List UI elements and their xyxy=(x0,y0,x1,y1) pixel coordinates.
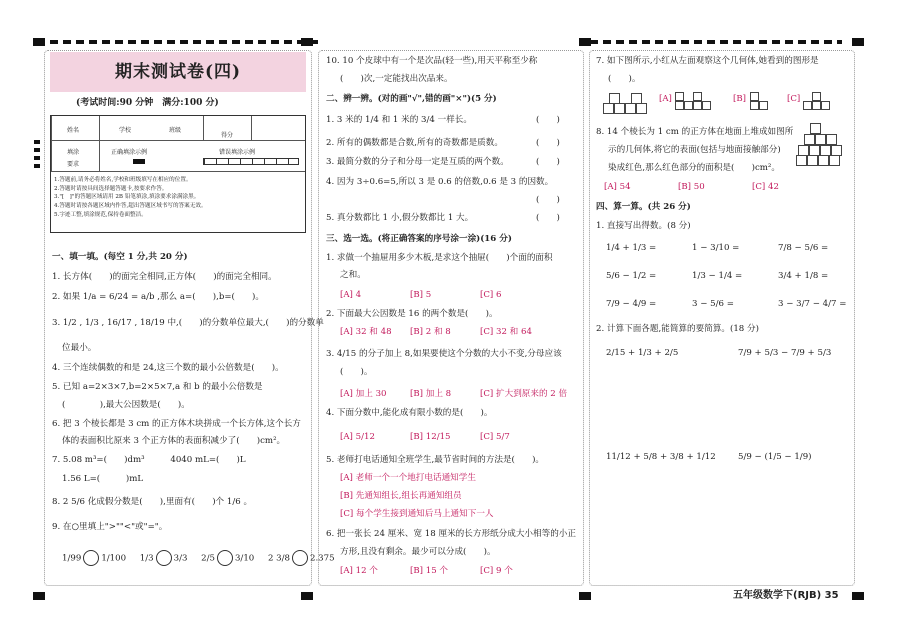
top-dash-bar-right xyxy=(590,40,842,44)
question-line: 3. 1/2 , 1/3 , 16/17 , 18/19 中,( )的分数单位最大,( )的分数单 xyxy=(52,318,324,328)
option-a[interactable]: [A] 54 xyxy=(604,182,631,192)
question-line: ( )次,一定能找出次品来。 xyxy=(340,74,453,84)
compare-circle[interactable] xyxy=(217,550,233,566)
note-line: 1.答题前,请务必将姓名,学校和班级填写在相应的位置。 xyxy=(54,177,192,183)
choice-question: 4. 下面分数中,能化成有限小数的是( )。 xyxy=(326,408,493,418)
question-line: 2. 如果 1/a = 6/24 = a/b ,那么 a=( ),b=( )。 xyxy=(52,292,265,302)
wrong-fill-samples xyxy=(203,158,299,165)
option-a[interactable]: [A] 老师一个一个地打电话通知学生 xyxy=(340,473,476,483)
calc-problem: 2/15 + 1/3 + 2/5 xyxy=(606,348,679,358)
option-b[interactable]: [B] 15 个 xyxy=(410,566,449,576)
view-option-c-figure xyxy=(803,92,833,112)
option-b[interactable]: [B] 5 xyxy=(410,290,432,300)
corner-mark xyxy=(33,592,45,600)
school-label: 学校 xyxy=(119,127,132,134)
question-line: ( ),最大公因数是( )。 xyxy=(62,400,190,410)
part3-heading: 三、选一选。(将正确答案的序号涂一涂)(16 分) xyxy=(326,234,512,244)
correct-fill-sample xyxy=(133,159,145,164)
solid-figure-q8 xyxy=(796,123,848,167)
corner-mark xyxy=(301,592,313,600)
question-line: 6. 把 3 个棱长都是 3 cm 的正方体木块拼成一个长方体,这个长方 xyxy=(52,419,301,429)
question-line: 10. 10 个皮球中有一个是次品(轻一些),用天平称至少称 xyxy=(326,56,538,66)
page-footer xyxy=(733,586,839,601)
judge-line: 5. 真分数都比 1 小,假分数都比 1 大。 xyxy=(326,213,474,223)
view-option-a-figure xyxy=(675,92,715,112)
question-line: 1. 长方体( )的面完全相同,正方体( )的面完全相同。 xyxy=(52,272,277,282)
judge-blank[interactable]: ( ) xyxy=(536,195,560,205)
question-line: 5. 已知 a=2×3×7,b=2×5×7,a 和 b 的最小公倍数是 xyxy=(52,382,263,392)
option-a[interactable]: [A] 5/12 xyxy=(340,432,375,442)
direct-calc: 3 − 3/7 − 4/7 = xyxy=(778,299,847,309)
question-line: 7. 5.08 m³=( )dm³ 4040 mL=( )L xyxy=(52,455,246,465)
compare-circle[interactable] xyxy=(156,550,172,566)
judge-line: 1. 3 米的 1/4 和 1 米的 3/4 一样长。 xyxy=(326,115,472,125)
direct-calc: 3/4 + 1/8 = xyxy=(778,271,829,281)
page-number: 35 xyxy=(824,590,839,601)
solid-figure-q7 xyxy=(603,91,653,117)
corner-mark xyxy=(852,38,864,46)
judge-line: 4. 因为 3÷0.6=5,所以 3 是 0.6 的倍数,0.6 是 3 的因数。 xyxy=(326,177,554,187)
option-c[interactable]: [C] 6 xyxy=(480,290,502,300)
compare-item: 3/10 xyxy=(234,553,255,564)
name-label: 姓名 xyxy=(67,127,80,134)
side-mark xyxy=(34,148,40,152)
direct-calc: 7/8 − 5/6 = xyxy=(778,243,829,253)
question-line: 体的表面积比原来 3 个正方体的表面积减少了( )cm²。 xyxy=(62,436,286,446)
part4-heading: 四、算一算。(共 26 分) xyxy=(596,202,691,212)
note-line: 5.字迹工整,填涂规范,保持卷面整洁。 xyxy=(54,211,147,218)
exam-meta: (考试时间:90 分钟 满分:100 分) xyxy=(76,98,219,108)
option-c[interactable]: [C] 扩大到原来的 2 倍 xyxy=(480,389,568,399)
direct-calc: 5/6 − 1/2 = xyxy=(606,271,657,281)
part1-heading: 一、填一填。(每空 1 分,共 20 分) xyxy=(52,252,188,262)
choice-question: 6. 把一张长 24 厘米、宽 18 厘米的长方形纸分成大小相等的小正 xyxy=(326,529,576,539)
question-line: 位最小。 xyxy=(62,343,97,353)
choice-question: 染成红色,那么红色部分的面积是( )cm²。 xyxy=(608,163,780,173)
corner-mark xyxy=(852,592,864,600)
option-c[interactable]: [C] 每个学生接到通知后马上通知下一人 xyxy=(340,509,494,519)
choice-question: 1. 求做一个抽屉用多少木板,是求这个抽屉( )个面的面积 xyxy=(326,253,553,263)
direct-calc: 3 − 5/6 = xyxy=(692,299,734,309)
option-a[interactable]: [A] 12 个 xyxy=(340,566,378,576)
part2-heading: 二、辨一辨。(对的画"√",错的画"×")(5 分) xyxy=(326,94,497,104)
choice-question: 2. 下面最大公因数是 16 的两个数是( )。 xyxy=(326,309,498,319)
compare-item: 2.375 xyxy=(309,553,335,564)
question-line: 4. 三个连续偶数的和是 24,这三个数的最小公倍数是( )。 xyxy=(52,363,284,373)
question-line: 9. 在○里填上">""<"或"="。 xyxy=(52,522,168,532)
corner-mark xyxy=(33,38,45,46)
judge-blank[interactable]: ( ) xyxy=(536,138,560,148)
instructions xyxy=(54,176,302,219)
corner-mark xyxy=(579,592,591,600)
option-b[interactable]: [B] 12/15 xyxy=(410,432,451,442)
option-a[interactable]: [A] xyxy=(659,94,672,104)
option-b[interactable]: [B] 2 和 8 xyxy=(410,327,451,337)
choice-question: 3. 4/15 的分子加上 8,如果要使这个分数的大小不变,分母应该 xyxy=(326,349,562,359)
compare-item: 2/5 xyxy=(201,553,215,564)
subheading: 1. 直接写出得数。(8 分) xyxy=(596,221,691,231)
direct-calc: 1/4 + 1/3 = xyxy=(606,243,657,253)
compare-item: 1/3 xyxy=(139,553,154,564)
choice-question: 方形,且没有剩余。最少可以分成( )。 xyxy=(340,547,496,557)
calc-problem: 7/9 + 5/3 − 7/9 + 5/3 xyxy=(738,348,832,358)
option-b[interactable]: [B] xyxy=(733,94,747,104)
option-c[interactable]: [C] 32 和 64 xyxy=(480,327,532,337)
side-mark xyxy=(34,164,40,168)
option-a[interactable]: [A] 32 和 48 xyxy=(340,327,392,337)
page-title: 期末测试卷(四) xyxy=(50,52,306,92)
top-dash-bar-left xyxy=(50,40,320,44)
correct-example-label: 正确填涂示例 xyxy=(111,149,148,156)
judge-blank[interactable]: ( ) xyxy=(536,213,560,223)
corner-mark xyxy=(301,38,313,46)
choice-question: 5. 老师打电话通知全班学生,最节省时间的方法是( )。 xyxy=(326,455,545,465)
note-line: 2.答题时请按具间选择题答题卡,按要求作答。 xyxy=(54,185,168,192)
option-b[interactable]: [B] 加上 8 xyxy=(410,389,452,399)
compare-row xyxy=(62,550,335,566)
choice-question: 之和。 xyxy=(340,270,366,280)
note-line: 4.答题时请按各题区域内作答,超出答题区域书写的答案无效。 xyxy=(54,202,207,209)
compare-circle[interactable] xyxy=(292,550,308,566)
judge-blank[interactable]: ( ) xyxy=(536,157,560,167)
choice-question: ( )。 xyxy=(340,367,373,377)
compare-item: 1/99 xyxy=(62,553,82,564)
option-b[interactable]: [B] 50 xyxy=(678,182,705,192)
direct-calc: 1 − 3/10 = xyxy=(692,243,740,253)
calc-problem: 11/12 + 5/8 + 3/8 + 1/12 xyxy=(606,452,716,462)
book-label: 五年级数学下(RJB) xyxy=(733,590,822,601)
judge-blank[interactable]: ( ) xyxy=(536,115,560,125)
corner-mark xyxy=(579,38,591,46)
compare-item: 3/3 xyxy=(173,553,188,564)
option-b[interactable]: [B] 先通知组长,组长再通知组员 xyxy=(340,491,462,501)
choice-question: 示的几何体,将它的表面(包括与地面接触部分) xyxy=(608,145,781,155)
side-mark xyxy=(34,140,40,144)
score-label: 得分 xyxy=(221,132,234,139)
side-mark xyxy=(34,156,40,160)
option-c[interactable]: [C] xyxy=(787,94,801,104)
direct-calc: 7/9 − 4/9 = xyxy=(606,299,657,309)
option-c[interactable]: [C] 42 xyxy=(752,182,779,192)
note-line: 3."[ ]"的答题区域请用 2B 铅笔填涂,填涂要求涂满涂黑。 xyxy=(54,194,200,201)
judge-line: 3. 最简分数的分子和分母一定是互质的两个数。 xyxy=(326,157,509,167)
wrong-example-label: 错误填涂示例 xyxy=(219,149,256,156)
fill-label: 填涂 xyxy=(67,149,80,156)
class-label: 班级 xyxy=(169,127,182,134)
judge-line: 2. 所有的偶数都是合数,所有的奇数都是质数。 xyxy=(326,138,503,148)
subheading: 2. 计算下面各题,能简算的要简算。(18 分) xyxy=(596,324,759,334)
option-c[interactable]: [C] 5/7 xyxy=(480,432,510,442)
choice-question: ( )。 xyxy=(608,74,641,84)
direct-calc: 1/3 − 1/4 = xyxy=(692,271,743,281)
option-a[interactable]: [A] 4 xyxy=(340,290,362,300)
choice-question: 8. 14 个棱长为 1 cm 的正方体在地面上堆成如图所 xyxy=(596,127,794,137)
compare-circle[interactable] xyxy=(83,550,99,566)
compare-item: 2 3/8 xyxy=(267,553,290,564)
question-line: 1.56 L=( )mL xyxy=(62,474,144,484)
option-c[interactable]: [C] 9 个 xyxy=(480,566,513,576)
calc-problem: 5/9 − (1/5 − 1/9) xyxy=(738,452,812,462)
req-label: 要求 xyxy=(67,161,80,168)
choice-question: 7. 如下图所示,小红从左面观察这个几何体,她看到的图形是 xyxy=(596,56,819,66)
view-option-b-figure xyxy=(750,92,780,112)
question-line: 8. 2 5/6 化成假分数是( ),里面有( )个 1/6 。 xyxy=(52,497,253,507)
compare-item: 1/100 xyxy=(101,553,127,564)
option-a[interactable]: [A] 加上 30 xyxy=(340,389,387,399)
